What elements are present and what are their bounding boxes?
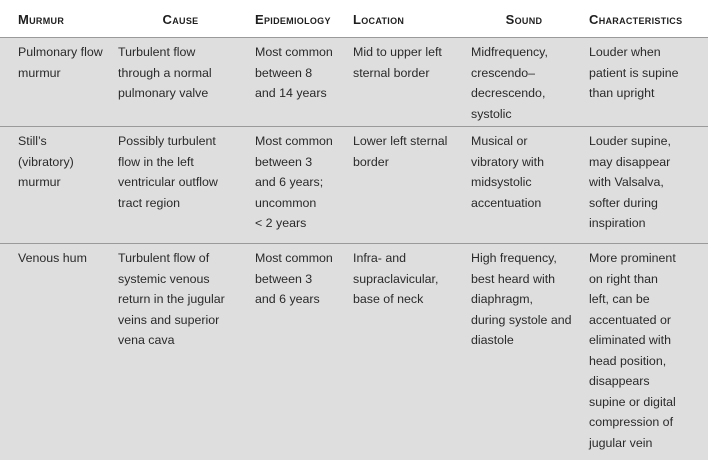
header-location: Location — [345, 0, 463, 38]
epidemiology-text: Most common between 3 and 6 years — [255, 251, 333, 306]
header-murmur: Murmur — [0, 0, 110, 38]
characteristics-cell — [581, 244, 708, 461]
murmur-text: Still’s (vibratory) murmur — [18, 134, 74, 189]
characteristics-cell — [581, 38, 708, 127]
location-text: Infra- and supraclavicular, base of neck — [353, 251, 439, 306]
sound-text: Musical or vibratory with midsystolic accentuation — [471, 134, 544, 210]
sound-text: High frequency, best heard with diaphragm, during systole and diastole — [471, 251, 572, 347]
location-cell — [345, 244, 463, 461]
sound-cell — [463, 38, 581, 127]
table-row — [0, 38, 708, 127]
cause-cell — [110, 127, 247, 244]
epidemiology-cell — [247, 244, 345, 461]
header-characteristics: Characteristics — [581, 0, 708, 38]
table-row — [0, 127, 708, 244]
location-cell — [345, 127, 463, 244]
sound-cell — [463, 127, 581, 244]
murmur-cell — [0, 127, 110, 244]
epidemiology-text: Most common between 3 and 6 years; uncommon < 2 years — [255, 134, 333, 230]
characteristics-text: More prominent on right than left, can be accentuated or eliminated with head position, disappears supine or digital compression of jugular vein — [589, 251, 676, 450]
header-epidemiology: Epidemiology — [247, 0, 345, 38]
murmur-text: Venous hum — [18, 251, 87, 265]
table-row — [0, 244, 708, 461]
header-sound: Sound — [463, 0, 581, 38]
location-text: Mid to upper left sternal border — [353, 45, 442, 80]
epidemiology-cell — [247, 38, 345, 127]
epidemiology-text: Most common between 8 and 14 years — [255, 45, 333, 100]
cause-cell — [110, 38, 247, 127]
cause-text: Turbulent flow of systemic venous return in the jugular veins and superior vena cava — [118, 251, 225, 347]
header-cause: Cause — [110, 0, 247, 38]
murmur-text: Pulmonary flow murmur — [18, 45, 103, 80]
sound-text: Midfrequency, crescendo– decrescendo, systolic — [471, 45, 548, 121]
epidemiology-cell — [247, 127, 345, 244]
location-cell — [345, 38, 463, 127]
characteristics-text: Louder supine, may disappear with Valsalva, softer during inspiration — [589, 134, 671, 230]
cause-text: Turbulent flow through a normal pulmonary valve — [118, 45, 212, 100]
murmur-cell — [0, 38, 110, 127]
characteristics-text: Louder when patient is supine than upright — [589, 45, 679, 100]
table-header-row — [0, 0, 708, 38]
cause-cell — [110, 244, 247, 461]
sound-cell — [463, 244, 581, 461]
murmur-cell — [0, 244, 110, 461]
cause-text: Possibly turbulent flow in the left ventricular outflow tract region — [118, 134, 218, 210]
characteristics-cell — [581, 127, 708, 244]
location-text: Lower left sternal border — [353, 134, 448, 169]
